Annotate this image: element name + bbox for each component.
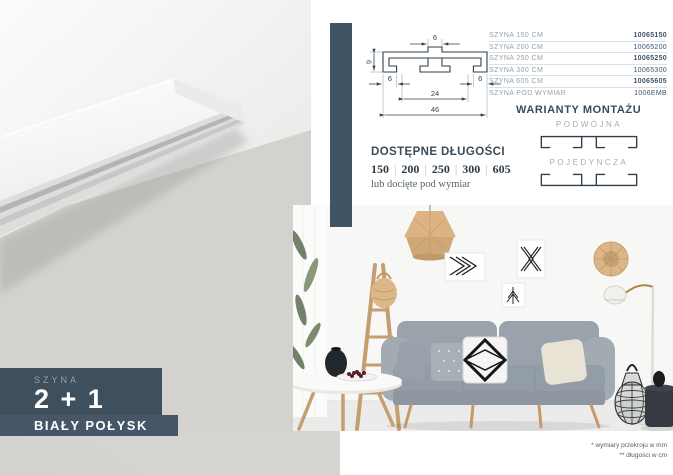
dim-top: 6 [432, 33, 438, 42]
product-label: SZYNA 150 CM [489, 32, 544, 39]
footnote-line-1: * wymiary przekroju w mm [591, 442, 667, 449]
dim-total: 46 [430, 105, 440, 114]
pillow-dotted [431, 343, 467, 381]
cut-to-size-note: lub docięte pod wymiar [371, 179, 471, 190]
rail-profile-outline [383, 47, 487, 72]
table-row [489, 30, 667, 42]
table-row [489, 88, 667, 99]
dim-slot-left: 6 [387, 74, 392, 83]
spec-panel [311, 0, 673, 206]
length-value: 150 [371, 162, 389, 176]
lifestyle-photo [293, 205, 673, 431]
product-kicker: SZYNA [34, 375, 80, 385]
length-value: | 200 [389, 162, 419, 176]
variant-label-single: POJEDYNCZA [549, 158, 629, 167]
product-code: 1006EMB [634, 89, 667, 97]
product-code: 10065300 [633, 66, 667, 74]
variant-diagram-single [534, 168, 644, 192]
rail-photo-art [0, 0, 340, 431]
pillow-diamond [463, 337, 507, 383]
product-label: SZYNA 200 CM [489, 43, 544, 51]
variant-diagram-double [534, 130, 644, 154]
living-room-art [293, 205, 673, 431]
dim-slot-right: 6 [478, 74, 483, 83]
product-label: SZYNA 300 CM [489, 66, 544, 74]
dim-center: 24 [430, 89, 440, 98]
table-row [489, 65, 667, 77]
product-label: SZYNA 250 CM [489, 55, 544, 62]
footnote-line-2: ** długości w cm [619, 452, 667, 460]
mounting-variants [516, 104, 662, 192]
available-lengths-heading: DOSTĘPNE DŁUGOŚCI [371, 146, 505, 158]
mounting-variants-heading: WARIANTY MONTAŻU [516, 104, 642, 116]
product-code: 10065200 [633, 43, 667, 51]
product-code: 10065250 [633, 55, 667, 62]
product-badge [0, 368, 162, 415]
product-label: SZYNA 605 CM [489, 78, 544, 85]
rail-product-photo [0, 0, 340, 431]
available-lengths [371, 146, 531, 190]
variant-label-double: PODWÓJNA [555, 120, 623, 129]
finish-badge [0, 415, 178, 436]
plate [337, 373, 377, 381]
length-value: | 250 [419, 162, 449, 176]
rattan-disc [594, 242, 628, 276]
product-name: 2 + 1 [34, 384, 105, 414]
black-vase [325, 349, 347, 377]
dim-height: 9 [364, 59, 374, 65]
length-value: | 605 [480, 162, 510, 176]
table-row [489, 53, 667, 65]
product-code: 10065150 [633, 32, 667, 39]
length-values [371, 162, 531, 177]
product-code: 10065605 [633, 78, 667, 85]
accent-bar [330, 23, 352, 227]
dimension-labels [365, 33, 483, 114]
length-value: | 300 [450, 162, 480, 176]
table-row [489, 42, 667, 54]
product-label: SZYNA POD WYMIAR [489, 89, 567, 97]
finish-label: BIAŁY POŁYSK [34, 418, 148, 433]
pillow-cream [540, 338, 587, 385]
pillow-gray [394, 341, 430, 382]
table-row [489, 76, 667, 88]
footnote [591, 441, 667, 461]
spec-table [489, 30, 667, 98]
